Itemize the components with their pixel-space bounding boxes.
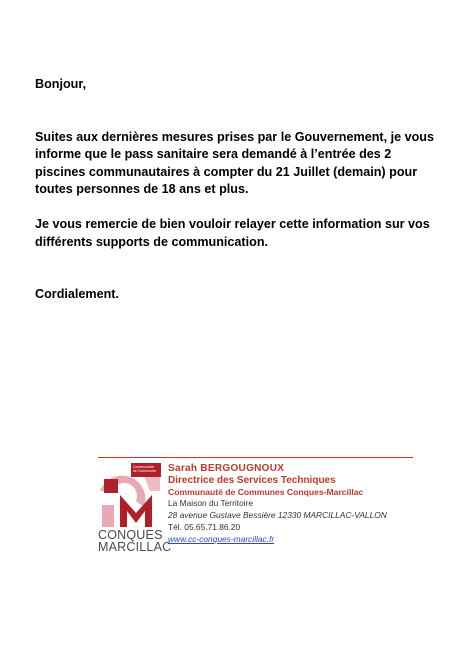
signature-building: La Maison du Territoire [168, 498, 254, 509]
signature-address: 28 avenue Gustave Bessière 12330 MARCILLAC-VALLON [168, 510, 387, 521]
letter-greeting: Bonjour, [35, 77, 87, 91]
signature-organization: Communauté de Communes Conques-Marcillac [168, 486, 364, 497]
logo-badge-line-2: de Communes [133, 468, 156, 473]
letter-paragraph-2: Je vous remercie de bien vouloir relayer cette information sur vos différents supports de communication. [35, 217, 430, 249]
logo-badge [131, 463, 161, 477]
signature-divider [98, 457, 413, 458]
letter-body [35, 76, 435, 304]
email-signature [168, 463, 428, 546]
conques-marcillac-logo [98, 461, 172, 554]
signature-title: Directrice des Services Techniques [168, 474, 336, 486]
logo-word-conques: CONQUES [98, 528, 163, 542]
letter-paragraph-1: Suites aux dernières mesures prises par le Gouvernement, je vous informe que le pass sanitaire sera demandé à l’entrée des 2 piscines communautaires à compter du 21 Juillet (demain) pour toutes personnes de 18 ans et plus. [35, 129, 434, 196]
signature-phone: Tél. 05.65.71.86.20 [168, 521, 241, 532]
letter-closing: Cordialement. [35, 287, 119, 301]
logo-word-marcillac: MARCILLAC [98, 540, 172, 554]
signature-name: Sarah BERGOUGNOUX [168, 463, 285, 474]
signature-website-link[interactable]: www.cc-conques-marcillac.fr [168, 533, 275, 544]
logo-badge-line-1: Communauté [133, 464, 155, 469]
